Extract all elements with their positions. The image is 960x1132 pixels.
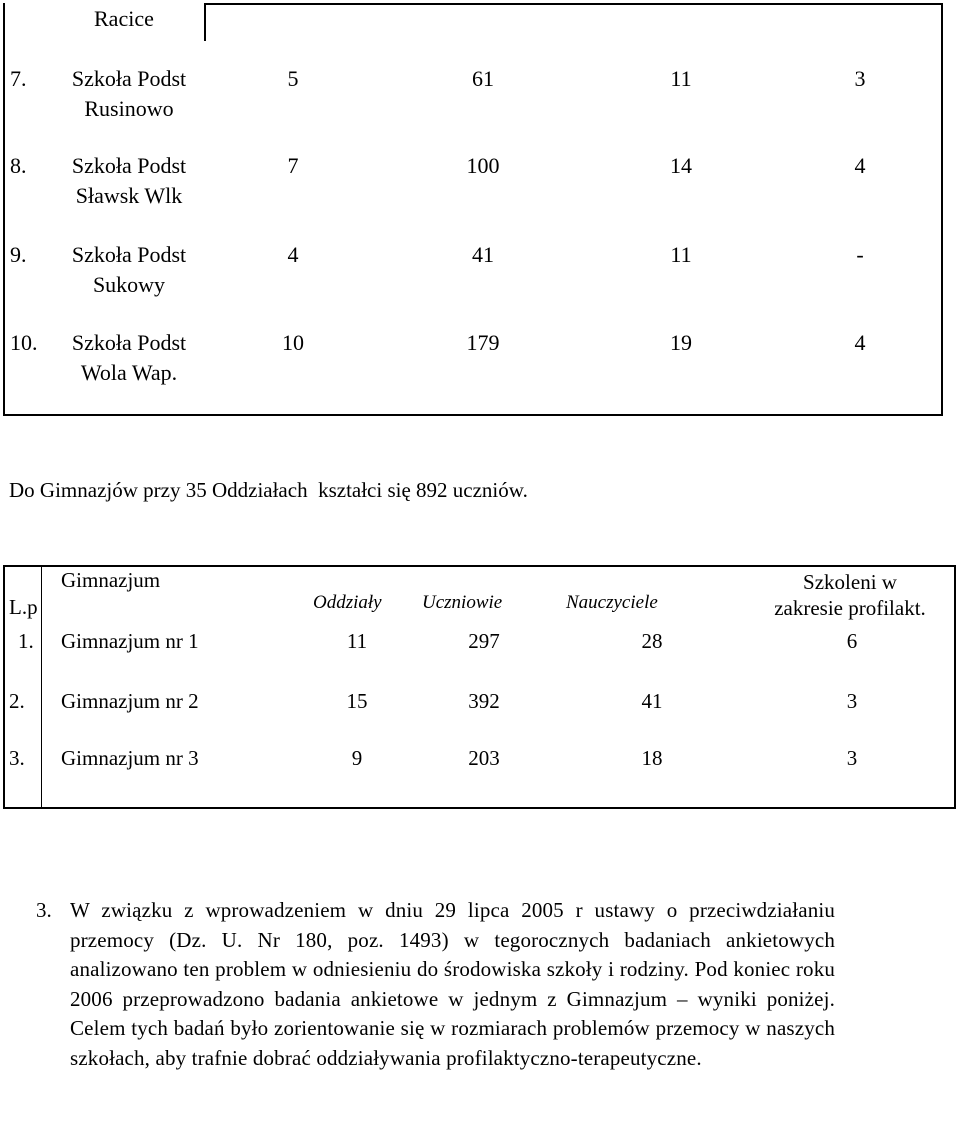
row-value-1: 10 (282, 330, 304, 355)
row-szkoleni: 6 (846, 629, 858, 653)
table1-border-left (3, 3, 5, 416)
row-nauczyciele: 41 (641, 689, 663, 713)
row-gimnazjum-name: Gimnazjum nr 1 (61, 629, 199, 653)
row-value-1: 4 (287, 242, 299, 267)
row-school-name: Szkoła Podst Sukowy (71, 242, 187, 297)
header-nauczyciele: Nauczyciele (566, 592, 658, 613)
row-nauczyciele: 28 (641, 629, 663, 653)
table2-col-divider (41, 565, 42, 809)
row-value-1: 5 (287, 66, 299, 91)
table2-border-top (3, 565, 956, 567)
row-school-name: Szkoła Podst Wola Wap. (71, 330, 187, 385)
row-value-4: 4 (854, 330, 866, 355)
row-lp: 8. (10, 153, 27, 178)
row-nauczyciele: 18 (641, 746, 663, 770)
row-lp: 3. (9, 746, 25, 770)
row-oddzialy: 15 (346, 689, 368, 713)
row-uczniowie: 392 (468, 689, 500, 713)
table1-border-top (204, 3, 943, 5)
row-gimnazjum-name: Gimnazjum nr 3 (61, 746, 199, 770)
row-uczniowie: 297 (468, 629, 500, 653)
row-value-3: 19 (670, 330, 692, 355)
row-szkoleni: 3 (846, 746, 858, 770)
row-value-4: 4 (854, 153, 866, 178)
row-school-name: Szkoła Podst Rusinowo (71, 66, 187, 121)
row-value-3: 11 (670, 66, 692, 91)
row-value-4: - (856, 242, 864, 267)
table2-border-bottom (3, 807, 956, 809)
row-lp: 1. (18, 629, 34, 653)
row-szkoleni: 3 (846, 689, 858, 713)
gimnazjum-intro: Do Gimnazjów przy 35 Oddziałach kształci się 892 uczniów. (9, 478, 528, 502)
row-school-name: Szkoła Podst Sławsk Wlk (71, 153, 187, 208)
row-value-2: 41 (472, 242, 494, 267)
table2-border-right (954, 565, 956, 809)
header-lp: L.p (9, 595, 38, 619)
section-paragraph: W związku z wprowadzeniem w dniu 29 lipca 2005 r ustawy o przeciwdziałaniu przemocy (Dz. U. Nr 180, poz. 1493) w tegorocznych badaniach ankietowych analizowano ten problem w odniesieniu do środowiska szkoły i rodziny. Pod koniec roku 2006 przeprowadzono badania ankietowe w jednym z Gimnazjum – wyniki poniżej. Celem tych badań było zorientowanie się w rozmiarach problemów przemocy w naszych szkołach, aby trafnie dobrać oddziaływania profilaktyczno-terapeutyczne. (70, 898, 835, 1070)
row-value-3: 11 (670, 242, 692, 267)
row-value-1: 7 (287, 153, 299, 178)
row-value-4: 3 (854, 66, 866, 91)
header-szkoleni: Szkoleni w zakresie profilakt. (774, 570, 926, 620)
header-gimnazjum: Gimnazjum (61, 568, 161, 592)
row-value-3: 14 (670, 153, 692, 178)
row-lp: 2. (9, 689, 25, 713)
table1-top-label: Racice (94, 6, 154, 31)
header-oddzialy: Oddziały (313, 592, 382, 613)
table1-col-divider (204, 3, 206, 41)
row-value-2: 61 (472, 66, 494, 91)
row-gimnazjum-name: Gimnazjum nr 2 (61, 689, 199, 713)
row-oddzialy: 9 (351, 746, 363, 770)
row-value-2: 179 (466, 330, 500, 355)
table1-border-bottom (3, 414, 943, 416)
header-uczniowie: Uczniowie (422, 592, 503, 613)
row-oddzialy: 11 (346, 629, 368, 653)
row-lp: 9. (10, 242, 27, 267)
row-lp: 10. (10, 330, 38, 355)
row-lp: 7. (10, 66, 27, 91)
table2-border-left (3, 565, 5, 809)
table1-border-right (941, 3, 943, 416)
section-number: 3. (36, 898, 52, 922)
row-uczniowie: 203 (468, 746, 500, 770)
row-value-2: 100 (466, 153, 500, 178)
